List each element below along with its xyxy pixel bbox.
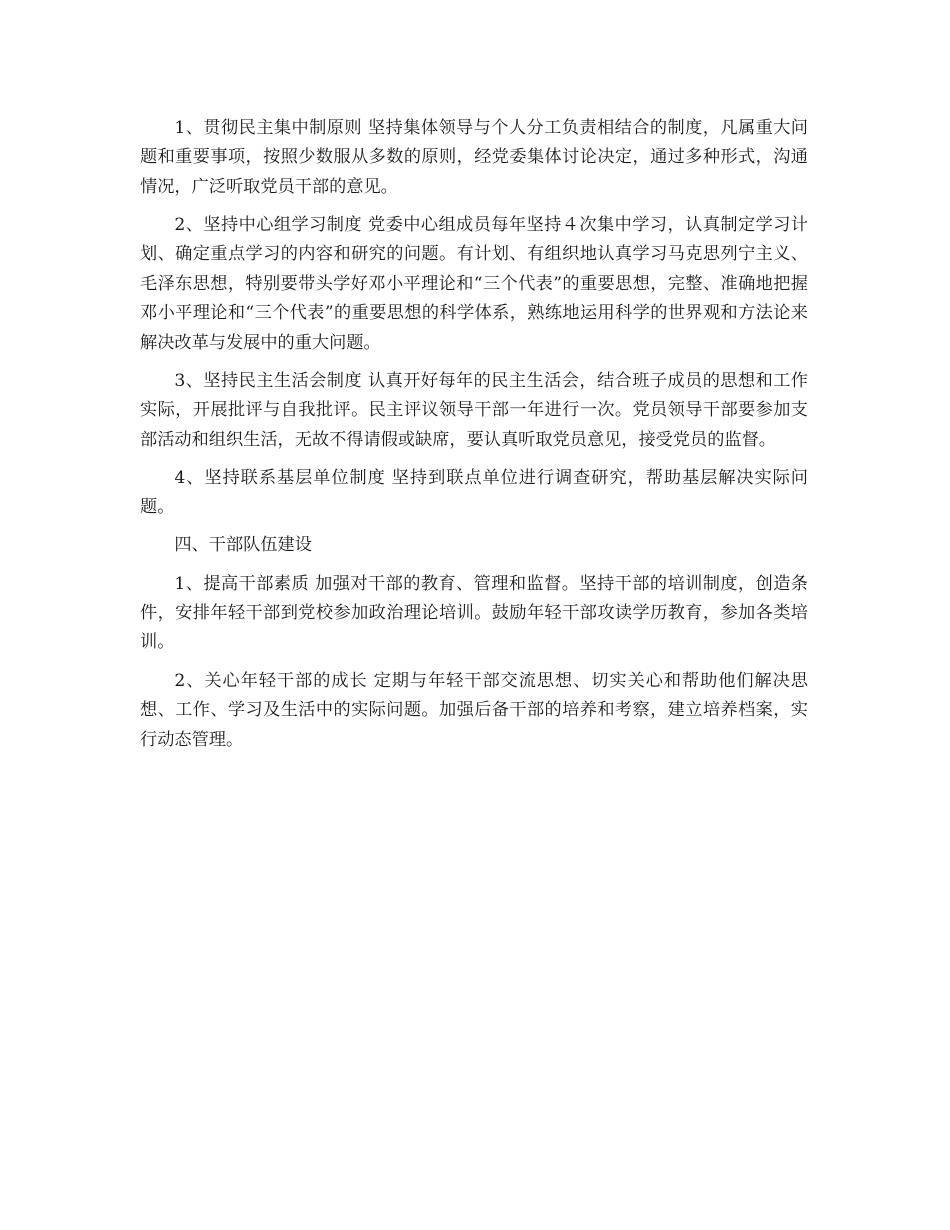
paragraph-heading: 1、提高干部素质 (174, 573, 310, 594)
paragraph-heading: 2、关心年轻干部的成长 (174, 670, 368, 691)
paragraph-heading: 3、坚持民主生活会制度 (174, 370, 362, 391)
paragraph-grassroots-contact (140, 464, 808, 523)
paragraph-central-group-study (140, 211, 808, 358)
section-heading-cadre-team (140, 531, 808, 560)
paragraph-young-cadre-growth (140, 667, 808, 755)
paragraph-cadre-quality (140, 570, 808, 658)
paragraph-text: 坚持集体领导与个人分工负责相结合的制度，凡属重大问题和重要事项，按照少数服从多数的原则，经党委集体讨论决定，通过多种形式，沟通情况，广泛听取党员干部的意见。 (140, 118, 808, 197)
section-heading-text: 四、干部队伍建设 (174, 535, 312, 556)
paragraph-text: 定期与年轻干部交流思想、切实关心和帮助他们解决思想、工作、学习及生活中的实际问题。加强后备干部的培养和考察，建立培养档案，实行动态管理。 (140, 670, 808, 750)
paragraph-text: 坚持到联点单位进行调查研究，帮助基层解决实际问题。 (140, 467, 808, 518)
document-body (140, 114, 808, 764)
paragraph-democratic-centralism (140, 114, 808, 202)
paragraph-heading: 4、坚持联系基层单位制度 (174, 467, 386, 488)
paragraph-text: 加强对干部的教育、管理和监督。坚持干部的培训制度，创造条件，安排年轻干部到党校参加政治理论培训。鼓励年轻干部攻读学历教育，参加各类培训。 (140, 573, 808, 653)
paragraph-heading: 1、贯彻民主集中制原则 (174, 118, 362, 138)
paragraph-text: 认真开好每年的民主生活会，结合班子成员的思想和工作实际，开展批评与自我批评。民主评议领导干部一年进行一次。党员领导干部要参加支部活动和组织生活，无故不得请假或缺席，要认真听取党员意见，接受党员的监督。 (140, 370, 808, 450)
paragraph-heading: 2、坚持中心组学习制度 (174, 215, 362, 236)
paragraph-text: 党委中心组成员每年坚持４次集中学习，认真制定学习计划、确定重点学习的内容和研究的问题。有计划、有组织地认真学习马克思列宁主义、毛泽东思想，特别要带头学好邓小平理论和“三个代表”的重要思想，完整、准确地把握邓小平理论和“三个代表”的重要思想的科学体系，熟练地运用科学的世界观和方法论来解决改革与发展中的重大问题。 (140, 215, 808, 353)
paragraph-democratic-life-meeting (140, 367, 808, 455)
